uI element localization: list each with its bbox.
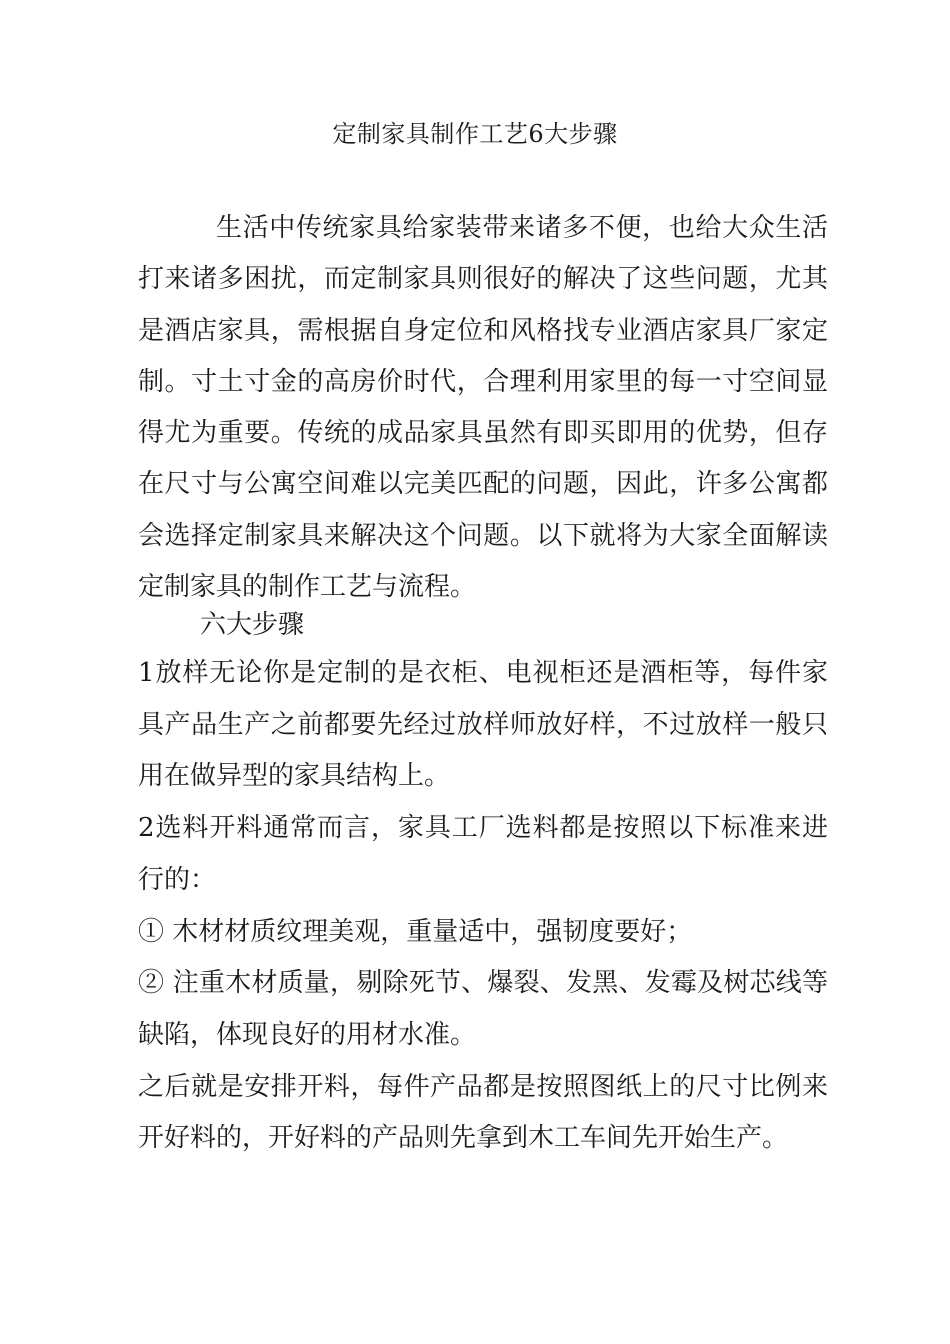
document-title: 定制家具制作工艺6大步骤	[332, 120, 618, 148]
cutting-paragraph: 之后就是安排开料，每件产品都是按照图纸上的尺寸比例来开好料的，开好料的产品则先拿到木工车间先开始生产。	[138, 1071, 828, 1154]
intro-section	[138, 203, 828, 613]
criterion-2-item: ② 注重木材质量，剔除死节、爆裂、发黑、发霉及树芯线等缺陷，体现良好的用材水准。	[138, 968, 828, 1050]
criterion-1-item: ① 木材材质纹理美观，重量适中，强韧度要好；	[138, 916, 693, 947]
section-heading: 六大步骤	[200, 610, 305, 640]
intro-paragraph: 生活中传统家具给家装带来诸多不便，也给大众生活打来诸多困扰，而定制家具则很好的解决了这些问题，尤其是酒店家具，需根据自身定位和风格找专业酒店家具厂家定制。寸土寸金的高房价时代，合理利用家里的每一寸空间显得尤为重要。传统的成品家具虽然有即买即用的优势，但存在尺寸与公寓空间难以完美匹配的问题，因此，许多公寓都会选择定制家具来解决这个问题。以下就将为大家全面解读定制家具的制作工艺与流程。	[138, 213, 828, 603]
step-1-paragraph: 1放样无论你是定制的是衣柜、电视柜还是酒柜等，每件家具产品生产之前都要先经过放样师放好样，不过放样一般只用在做异型的家具结构上。	[138, 658, 828, 792]
steps-section	[138, 648, 828, 1165]
step-2-paragraph: 2选料开料通常而言，家具工厂选料都是按照以下标准来进行的：	[138, 813, 828, 895]
